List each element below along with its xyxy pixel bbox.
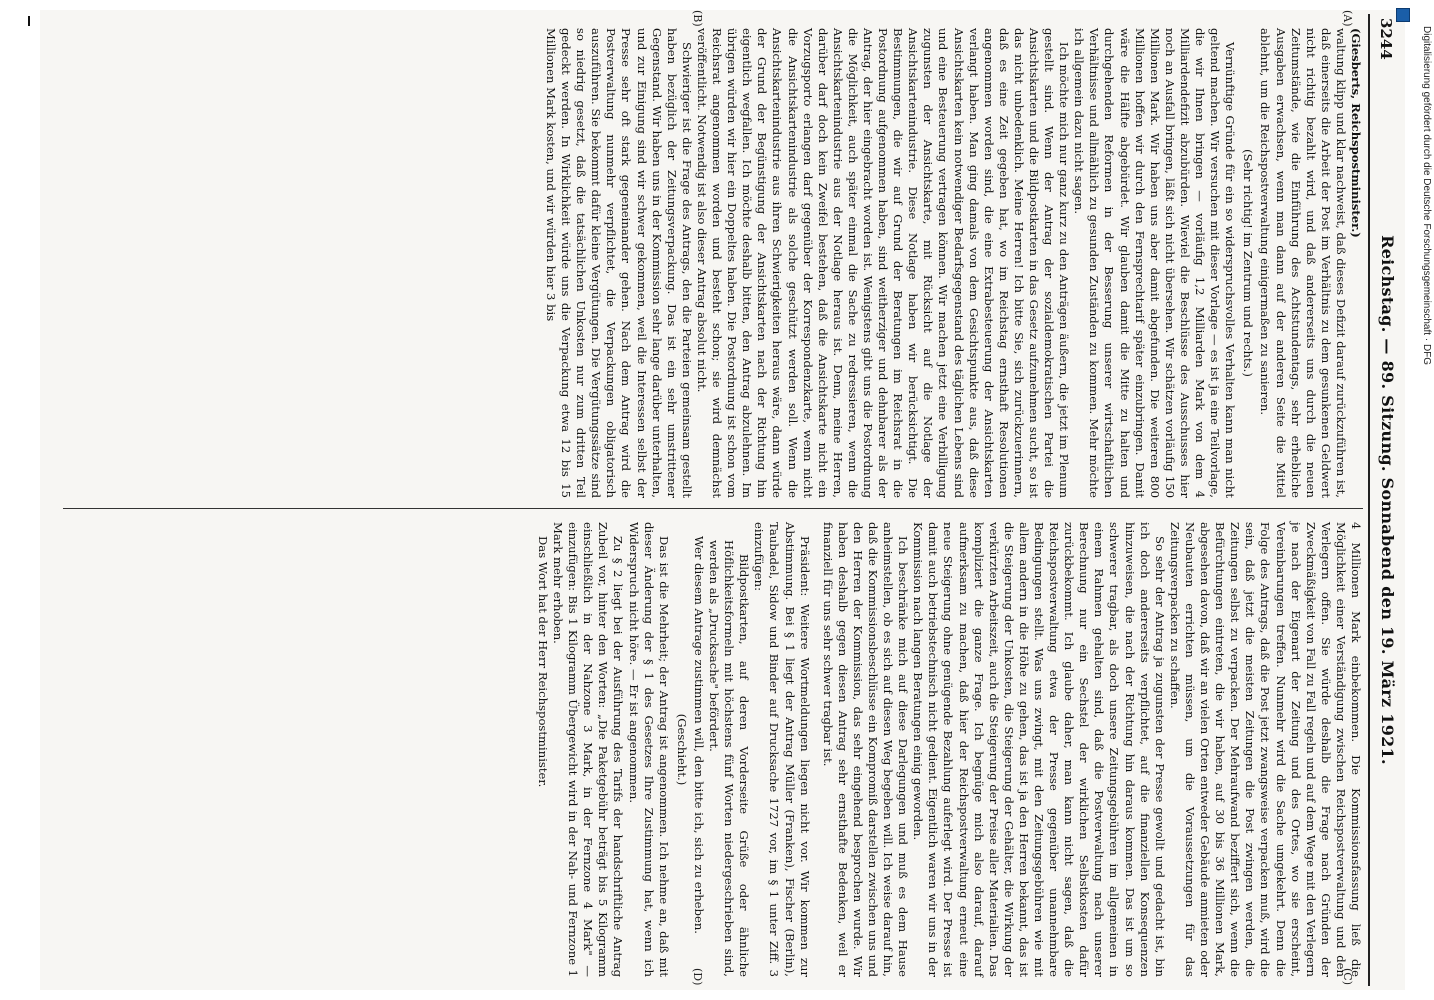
- paragraph: Ich möchte mich nur ganz kurz zu den Anträgen äußern, die jetzt im Plenum gestellt sind. Wenn der Antrag der sozialdemokratischen Partei die Ansichtskarten und die Bildpostkarten in das Gesetz aufzunehmen sucht, so ist das nicht unbedenklich. Meine Herren! Ich bitte Sie, sich zurückzuerinnern, daß es eine Zeit gegeben hat, wo im Reichstag ernsthaft Resolutionen angenommen worden sind, die eine Extrabesteuerung der Ansichtskarten verlangt haben. Man ging damals von dem Gesichtspunkte aus, daß diese Ansichtskarten kein notwendiger Bedarfsgegenstand des täglichen Lebens sind und eine Besteuerung vertragen können. Wir machen jetzt eine Verbilligung zugunsten der Ansichtskarte, mit Rücksicht auf die Notlage der Ansichtskartenindustrie. Diese Notlage haben wir berücksichtigt. Die Bestimmungen, die wir auf Grund der Beratungen im Reichsrat in die Postordnung aufgenommen haben, sind weitherziger und dehnbarer als der Antrag, der hier eingebracht worden ist. Wenigstens gibt uns die Postordnung die Möglichkeit, auch später einmal die Sache zu redressieren, wenn die Ansichtskartenindustrie aus der Notlage heraus ist. Denn, meine Herren, darüber darf doch kein Zweifel bestehen, daß die Ansichtskarte nicht ein Vorzugsporto erlangen darf gegenüber der Korrespondenzkarte, wenn nicht die Ansichtskartenindustrie als solche geschützt werden soll. Wenn die Ansichtskartenindustrie aus ihren Schwierigkeiten heraus wäre, dann würde der Grund der Begünstigung der Ansichtskarten nach der Richtung hin eigentlich wegfallen. Ich möchte deshalb bitten, den Antrag abzulehnen. Im übrigen würden wir hier ein Doppeltes haben. Die Postordnung ist schon vom Reichsrat angenommen worden und besteht schon; sie wird demnächst veröffentlicht. Notwendig ist also dieser Antrag absolut nicht.: [694, 28, 1072, 498]
- margin-letter-a: (A): [1341, 10, 1354, 27]
- column-divider: [63, 508, 1363, 509]
- paragraph: Vernünftige Gründe für ein so widerspruchsvolles Verhalten kann man nicht geltend machen. Wir versuchen mit dieser Vorlage — es ist ja eine Teilvorlage, die wir Ihnen bringen — vorläufig 1,2 Milliarden Mark von dem 4 Milliardendefizit abzubürden. Wieviel die Beschlüsse des Ausschusses hier noch an Ausfall bringen, läßt sich nicht übersehen. Wir schätzen vorläufig 150 Millionen Mark. Wir haben uns aber damit abgefunden. Die weiteren 800 Millionen hoffen wir durch den Fernsprechtarif später einzubringen. Damit wäre die Hälfte abgebürdet. Wir glauben damit die Mitte zu halten und durchgehenden Reformen in der Besserung unserer wirtschaftlichen Verhältnisse und allmählich zu gesunden Zuständen zu kommen. Mehr möchte ich allgemein dazu nicht sagen.: [1072, 28, 1238, 498]
- paragraph: Ich beschränke mich auf diese Darlegungen und muß es dem Hause anheimstellen, ob es sich auf diesen Weg begeben will. Ich weise darauf hin, daß die Kommissionsbeschlüsse ein Kompromiß darstellen zwischen uns und den Herren der Kommission, das sehr eingehend besprochen wurde. Wir haben deshalb gegen diesen Antrag sehr ernsthafte Bedenken, weil er finanziell für uns sehr schwer tragbar ist.: [820, 522, 911, 977]
- paragraph: Das ist die Mehrheit; der Antrag ist angenommen. Ich nehme an, daß mit dieser Änderung der § 1 des Gesetzes Ihre Zustimmung hat, wenn ich Widerspruch nicht höre. — Er ist angenommen.: [626, 522, 671, 977]
- page-content: [40, 10, 1405, 990]
- paragraph: Zu § 2 liegt bei der Ausführung des Tarifs der handschriftliche Antrag Zubeil vor, hinter den Worten: „Die Paketgebühr beträgt bis 5 Kilogramm einschließlich in der Nahzone 3 Mark, in der Fernzone 4 Mark" — einzufügen: Bis 1 Kilogramm Übergewicht wird in der Nah- und Fernzone 1 Mark mehr erhoben.: [551, 522, 626, 977]
- scanned-page: [40, 10, 1405, 990]
- header-rule: [1368, 14, 1370, 986]
- paragraph: Präsident: Weitere Wortmeldungen liegen nicht vor. Wir kommen zur Abstimmung. Bei § 1 liegt der Antrag Müller (Franken), Fischer (Berlin), Taubadel, Sidow und Binder auf Drucksache 1727 vor, im § 1 unter Ziff. 3 einzufügen:: [752, 522, 812, 977]
- speaker-line: (Giesberts, Reichspostminister.): [1349, 28, 1363, 238]
- paragraph: waltung klipp und klar nachweist, daß dieses Defizit darauf zurückzuführen ist, daß einerseits die Arbeit der Post im Verhältnis zu dem gesunkenen Geldwert nicht richtig bezahlt wird, und daß andererseits uns durch die neuen Zeitumstände, wie die Einführung des Achtstundentags, sehr erhebliche Ausgaben erwachsen, wenn man dann auf der anderen Seite die Mittel ablehnt, um die Reichspostverwaltung einigermaßen zu sanieren.: [1258, 28, 1348, 498]
- margin-letter-b: (B): [691, 10, 704, 27]
- margin-letter-c: (C): [1341, 968, 1354, 985]
- digitization-note-text: Digitalisierung gefördert durch die Deutsche Forschungsgemeinschaft · DFG: [1421, 26, 1432, 366]
- column-right: [63, 522, 1363, 977]
- page-header: [1367, 10, 1397, 990]
- paragraph: Das Wort hat der Herr Reichspostminister.: [536, 536, 551, 788]
- page-number: 3244: [1377, 18, 1395, 60]
- page-title: Reichstag. — 89. Sitzung. Sonnabend den 19. März 1921.: [1378, 235, 1397, 765]
- paragraph: So sehr der Antrag ja zugunsten der Presse gewollt und gedacht ist, bin ich doch andererseits verpflichtet, auf die finanziellen Konsequenzen hinzuweisen, die nach der Richtung hin daraus kommen. Das ist um so schwerer tragbar, als doch unsere Zeitungsgebühren im allgemeinen in einem Rahmen gehalten sind, daß die Postverwaltung nach unserer Berechnung nur ein Sechstel der wirklichen Selbstkosten dafür zurückbekommt. Ich glaube daher, man kann nicht sagen, daß die Reichspostverwaltung etwa der Presse gegenüber unannehmbare Bedingungen stellt. Was uns zwingt, mit den Zeitungsgebühren wie mit allem andern in die Höhe zu gehen, das ist ja den Herren bekannt, das ist die Steigerung der Unkosten, die Steigerung der Gehälter, die Wirkung der verkürzten Arbeitszeit, auch die Steigerung der Preise aller Materialien. Das kompliziert die ganze Frage. Ich begnüge mich also darauf, darauf aufmerksam zu machen, daß hier der Reichspostverwaltung erneut eine neue Steigerung ohne genügende Bezahlung auferlegt wird. Der Presse ist damit auch betriebstechnisch nicht gedient. Eigentlich waren wir uns in der Kommission nach langen Beratungen einig geworden.: [911, 522, 1167, 977]
- dfg-logo: [1396, 8, 1410, 30]
- digitization-note: [1420, 0, 1434, 1000]
- registration-mark: [28, 16, 30, 26]
- interjection: (Geschieht.): [674, 713, 689, 786]
- interjection: (Sehr richtig! im Zentrum und rechts.): [1241, 149, 1256, 377]
- quoted-amendment: Bildpostkarten, auf deren Vorderseite Grüße oder ähnliche Höflichkeitsformeln mit höchstens fünf Worten niedergeschrieben sind, werden als „Drucksache" befördert.: [707, 540, 752, 977]
- paragraph: Wer diesem Antrage zustimmen will, den bitte ich, sich zu erheben.: [691, 536, 706, 934]
- column-left: [63, 28, 1363, 498]
- paragraph: Schwieriger ist die Frage des Antrags, den die Parteien gemeinsam gestellt haben bezüglich der Zeitungsverpackung. Das ist ein sehr umstrittener Gegenstand. Wir haben uns in der Kommission sehr lange darüber unterhalten, und zur Einigung sind wir schwer gekommen, weil die Interessen selbst der Presse sehr oft stark gegeneinander gehen. Nach dem Antrag wird die Postverwaltung nunmehr verpflichtet, die Verpackungen obligatorisch auszuführen. Sie bekommt dafür kleine Vergütungen. Die Vergütungssätze sind so niedrig gesetzt, daß die tatsächlichen Unkosten nur zum dritten Teil gedeckt werden. In Wirklichkeit würde uns die Verpackung etwa 12 bis 15 Millionen Mark kosten, und wir würden hier 3 bis: [544, 28, 694, 498]
- paragraph: 4 Millionen Mark einbekommen. Die Kommissionsfassung ließ die Möglichkeit einer Verständigung zwischen Reichspostverwaltung und den Verlegern offen. Sie würde deshalb die Frage nach Gründen der Zweckmäßigkeit von Fall zu Fall regeln und auf dem Wege mit den Verlegern je nach der Eigenart der Zeitung und des Ortes, wo sie erscheint, Vereinbarungen treffen. Nunmehr wird die Sache umgekehrt. Denn die Folge des Antrags, daß die Post jetzt zwangsweise verpacken muß, wird die sein, daß jetzt die meisten Zeitungen die Post zwingen werden, die Zeitungen selbst zu verpacken. Der Mehraufwand beziffert sich, wenn die Befürchtungen eintreten, die wir haben, auf 30 bis 36 Millionen Mark, abgesehen davon, daß wir an vielen Orten entweder Gebäude anmieten oder Neubauten errichten müssen, um die Voraussetzungen für das Zeitungsverpacken zu schaffen.: [1167, 522, 1363, 977]
- margin-letter-d: (D): [691, 968, 704, 986]
